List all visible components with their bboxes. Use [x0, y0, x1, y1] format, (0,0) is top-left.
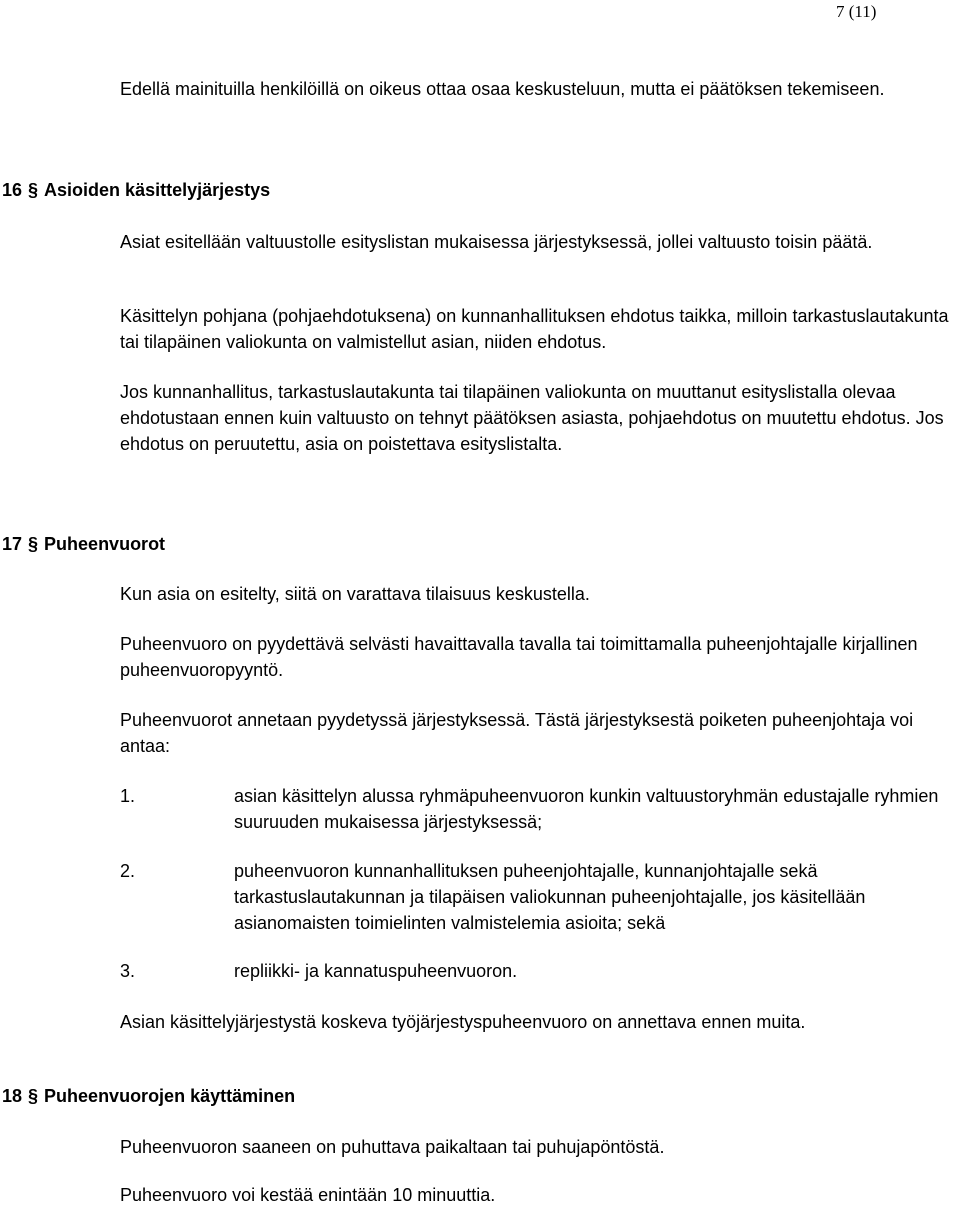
list-item-number: 1.	[120, 786, 136, 806]
section-17-title: Puheenvuorot	[44, 534, 166, 554]
list-item-text: repliikki- ja kannatuspuheenvuoron.	[234, 961, 518, 981]
section-17-paragraph-1: Kun asia on esitelty, siitä on varattava tilaisuus keskustella.	[120, 584, 590, 604]
section-17-paragraph-2: Puheenvuoro on pyydettävä selvästi havaittavalla tavalla tai toimittamalla puheenjohtajalle kirjallinen puheenvuoropyyntö.	[120, 634, 918, 680]
list-item-text: puheenvuoron kunnanhallituksen puheenjohtajalle, kunnanjohtajalle sekä tarkastuslautakunnan ja tilapäisen valiokunnan puheenjohtajalle, jos käsitellään asianomaisten toimielinten valmistelemia asioita; sekä	[234, 861, 866, 933]
section-18-paragraph-1: Puheenvuoron saaneen on puhuttava paikaltaan tai puhujapöntöstä.	[120, 1137, 665, 1157]
section-18-heading	[2, 1083, 295, 1109]
section-16-paragraph-2: Käsittelyn pohjana (pohjaehdotuksena) on kunnanhallituksen ehdotus taikka, milloin tarkastuslautakunta tai tilapäinen valiokunta on valmistellut asian, niiden ehdotus.	[120, 306, 949, 352]
section-symbol: §	[28, 1086, 39, 1106]
list-item-number: 2.	[120, 861, 136, 881]
page-number: 7 (11)	[836, 2, 877, 21]
section-18-number: 18	[2, 1086, 23, 1106]
section-17-heading	[2, 531, 165, 557]
intro-paragraph: Edellä mainituilla henkilöillä on oikeus ottaa osaa keskusteluun, mutta ei päätöksen tekemiseen.	[120, 79, 885, 99]
section-16-heading	[2, 177, 270, 203]
section-16-number: 16	[2, 180, 23, 200]
section-16-title: Asioiden käsittelyjärjestys	[44, 180, 271, 200]
section-symbol: §	[28, 534, 39, 554]
section-17-paragraph-4: Asian käsittelyjärjestystä koskeva työjärjestyspuheenvuoro on annettava ennen muita.	[120, 1012, 806, 1032]
list-item-number: 3.	[120, 961, 136, 981]
section-16-paragraph-1: Asiat esitellään valtuustolle esityslistan mukaisessa järjestyksessä, jollei valtuusto toisin päätä.	[120, 232, 873, 252]
section-17-paragraph-3: Puheenvuorot annetaan pyydetyssä järjestyksessä. Tästä järjestyksestä poiketen puheenjohtaja voi antaa:	[120, 710, 914, 756]
section-17-number: 17	[2, 534, 23, 554]
section-16-paragraph-3: Jos kunnanhallitus, tarkastuslautakunta tai tilapäinen valiokunta on muuttanut esityslistalla olevaa ehdotustaan ennen kuin valtuusto on tehnyt päätöksen asiasta, pohjaehdotus on muutettu ehdotus. Jos ehdotus on peruutettu, asia on poistettava esityslistalta.	[120, 382, 944, 454]
section-18-title: Puheenvuorojen käyttäminen	[44, 1086, 296, 1106]
section-symbol: §	[28, 180, 39, 200]
section-18-paragraph-2: Puheenvuoro voi kestää enintään 10 minuuttia.	[120, 1185, 496, 1205]
list-item-text: asian käsittelyn alussa ryhmäpuheenvuoron kunkin valtuustoryhmän edustajalle ryhmien suuruuden mukaisessa järjestyksessä;	[234, 786, 939, 832]
